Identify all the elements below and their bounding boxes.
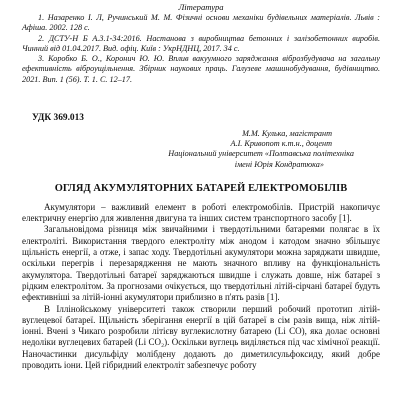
body-paragraph: Акумулятори – важливий елемент в роботі електромобілів. Пристрій накопичує електричну енергію для живлення двигуна та інших систем транспортного засобу [1]. xyxy=(22,201,380,224)
affiliation-line: імені Юрія Кондратюка» xyxy=(234,159,324,169)
udc-code: УДК 369.013 xyxy=(32,113,84,124)
body-paragraph: Загальновідома різниця між звичайними і твердотільними батареями полягає в їх електроліті. Використання твердого електроліту між анодом і катодом значно збільшує щільність енергії, а отже, і запас ходу. Твердотільні акумулятори можна заряджати швидше, оскільки перегрів і перезарядження не мають значного впливу на функціональність акумулятора. Твердотільні батареї заряджаються швидше і служать довше, ніж батареї з рідким електролітом. За прогнозами очікується, що твердотільні літій-сірчані батареї будуть ефективніші за літій-іонні акумулятори приблизно в п'ять разів [1]. xyxy=(22,224,380,303)
literature-list xyxy=(22,13,380,85)
literature-item: 3. Коробко Б. О., Коронич Ю. Ю. Вплив вакуумного заряджання віброзбудувача на загальну ефективність віброущільнення. Збірник наукових праць. Галузеве машинобудування, будівництво. 2021. Вип. 1 (56). Т. 1. С. 12–17. xyxy=(22,54,380,84)
literature-item: 2. ДСТУ-Н Б А.3.1-34:2016. Настанова з виробництва бетонних і залізобетонних виробів. Чинний від 01.04.2017. Вид. офіц. Київ : УкрНДНЦ, 2017. 34 с. xyxy=(22,33,380,53)
body-paragraph: В Іллінойському університеті також створили перший робочий прототип літій-вуглецевої батареї. Щільність зберігання енергії в цій батареї в сім разів вища, ніж літій-іонні. Вчені з Чикаго розробили літієву вуглекислотну батарею (Li CO), яка долає основні недоліки вуглецевих батарей (Li CO₂). Оскільки вуглець виділяється під час хімічної реакції. Наночастинки дисульфіду молібдену додають до диметилсульфоксиду, який добре проводить іони. Цей гібридний електроліт забезпечує роботу xyxy=(22,303,380,371)
author-line: А.І. Кривопот к.т.н., доцент xyxy=(230,139,332,149)
affiliation-line: Національний університет «Полтавська політехніка xyxy=(168,149,354,159)
article-title: ОГЛЯД АКУМУЛЯТОРНИХ БАТАРЕЙ ЕЛЕКТРОМОБІЛІВ xyxy=(54,182,348,194)
literature-heading: Література xyxy=(178,2,224,12)
literature-section xyxy=(22,0,380,85)
article-body xyxy=(22,202,380,371)
author-line: М.М. Кулька, магістрант xyxy=(242,129,332,139)
authors-block xyxy=(22,129,380,149)
literature-item: 1. Назаренко І. Л, Ручинський М. М. Фізичні основи механіки будівельних матеріалів. Львів : Афіша. 2002. 128 с. xyxy=(22,13,380,33)
